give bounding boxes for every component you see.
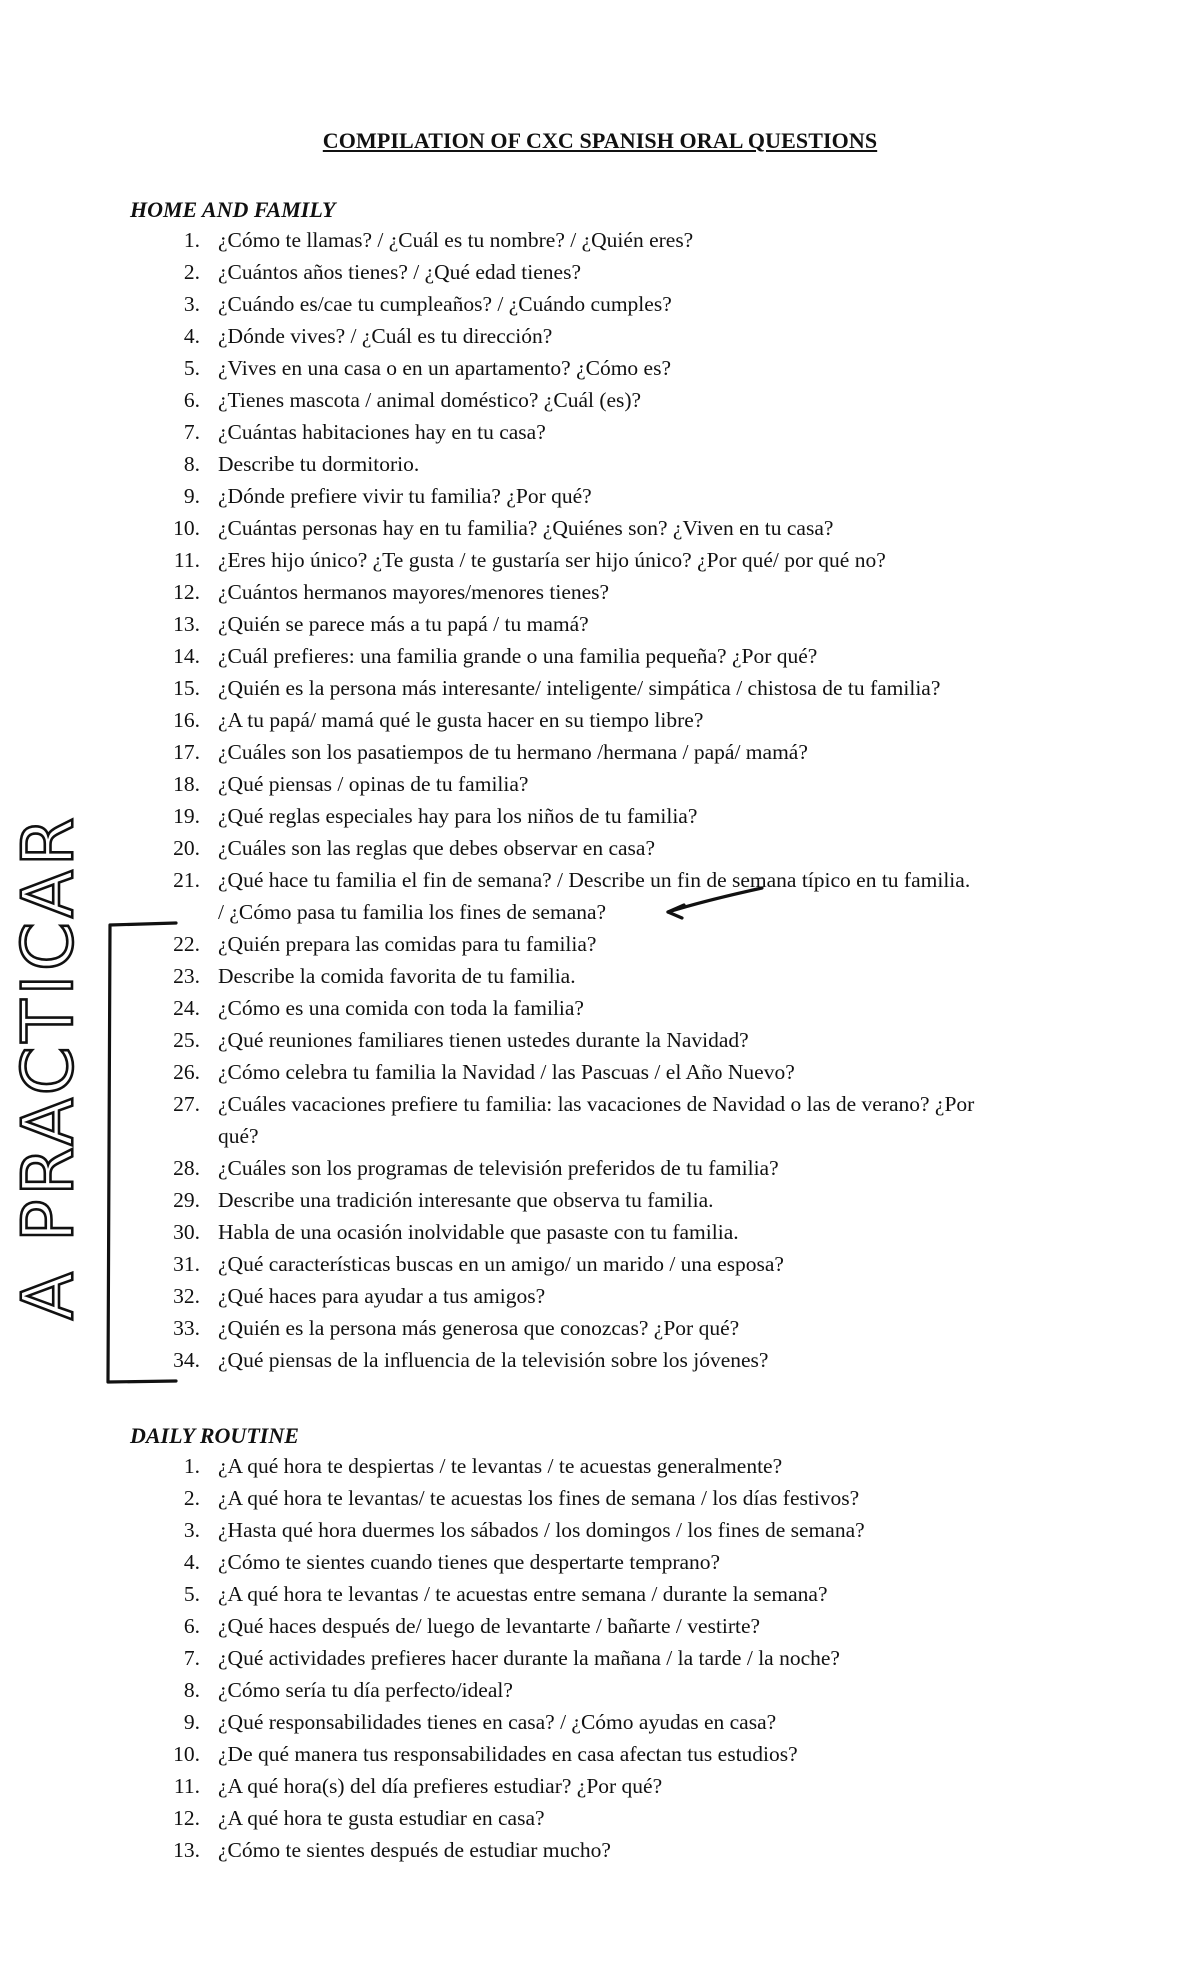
question-number: 31. (173, 1252, 200, 1276)
question-text: ¿Cuáles son los pasatiempos de tu hermano /hermana / papá/ mamá? (218, 740, 808, 764)
question-list-home-family (130, 224, 1090, 1376)
question-item (130, 384, 1090, 416)
question-text: qué? (218, 1124, 259, 1148)
question-item (130, 480, 1090, 512)
question-number: 7. (183, 420, 200, 444)
question-number: 9. (183, 484, 200, 508)
question-number: 3. (183, 1518, 200, 1542)
question-item (130, 736, 1090, 768)
question-item (130, 864, 1090, 896)
question-text: ¿Cuáles vacaciones prefiere tu familia: las vacaciones de Navidad o las de verano? ¿Por (218, 1092, 975, 1116)
question-item (130, 1514, 1090, 1546)
question-number: 12. (173, 580, 200, 604)
question-number: 13. (173, 1838, 200, 1862)
question-text: ¿Quién prepara las comidas para tu familia? (218, 932, 597, 956)
question-number: 8. (183, 1678, 200, 1702)
question-number (130, 896, 200, 928)
question-text: ¿Quién se parece más a tu papá / tu mamá? (218, 612, 589, 636)
question-item (130, 512, 1090, 544)
question-number: 16. (173, 708, 200, 732)
question-item (130, 1546, 1090, 1578)
question-text: ¿A qué hora te despiertas / te levantas / te acuestas generalmente? (218, 1454, 783, 1478)
question-item (130, 768, 1090, 800)
question-item (130, 672, 1090, 704)
question-text: ¿Cuántos años tienes? / ¿Qué edad tienes? (218, 260, 581, 284)
question-item (130, 1216, 1090, 1248)
question-text: Describe la comida favorita de tu familia. (218, 964, 576, 988)
question-text: ¿Vives en una casa o en un apartamento? ¿Cómo es? (218, 356, 672, 380)
question-text: ¿Qué hace tu familia el fin de semana? / Describe un fin de semana típico en tu familia. (218, 868, 971, 892)
question-item (130, 1344, 1090, 1376)
question-item (130, 960, 1090, 992)
question-text: ¿Qué actividades prefieres hacer durante la mañana / la tarde / la noche? (218, 1646, 840, 1670)
question-number: 10. (173, 1742, 200, 1766)
question-number: 7. (183, 1646, 200, 1670)
question-number: 9. (183, 1710, 200, 1734)
question-number: 6. (183, 388, 200, 412)
question-text: ¿Tienes mascota / animal doméstico? ¿Cuál (es)? (218, 388, 642, 412)
question-number: 3. (183, 292, 200, 316)
question-text: ¿Cómo te sientes cuando tienes que despertarte temprano? (218, 1550, 721, 1574)
question-text: ¿Cómo te sientes después de estudiar mucho? (218, 1838, 611, 1862)
question-item (130, 1280, 1090, 1312)
question-text: ¿Cuántas personas hay en tu familia? ¿Quiénes son? ¿Viven en tu casa? (218, 516, 834, 540)
question-item (130, 1184, 1090, 1216)
question-number: 1. (183, 228, 200, 252)
question-number: 18. (173, 772, 200, 796)
question-item (130, 928, 1090, 960)
question-text: ¿A qué hora te levantas / te acuestas entre semana / durante la semana? (218, 1582, 828, 1606)
question-number: 23. (173, 964, 200, 988)
question-text: ¿Quién es la persona más interesante/ inteligente/ simpática / chistosa de tu familia? (218, 676, 941, 700)
question-number: 6. (183, 1614, 200, 1638)
question-item (130, 576, 1090, 608)
question-item (130, 256, 1090, 288)
question-text: ¿A tu papá/ mamá qué le gusta hacer en su tiempo libre? (218, 708, 704, 732)
question-text: ¿Eres hijo único? ¿Te gusta / te gustaría ser hijo único? ¿Por qué/ por qué no? (218, 548, 886, 572)
question-item (130, 448, 1090, 480)
question-item (130, 1024, 1090, 1056)
question-text: ¿Cómo celebra tu familia la Navidad / las Pascuas / el Año Nuevo? (218, 1060, 795, 1084)
question-number: 24. (173, 996, 200, 1020)
question-item (130, 1312, 1090, 1344)
question-number: 30. (173, 1220, 200, 1244)
question-number: 26. (173, 1060, 200, 1084)
question-number: 13. (173, 612, 200, 636)
question-text: ¿Qué reglas especiales hay para los niños de tu familia? (218, 804, 698, 828)
section-heading-home-family: HOME AND FAMILY (130, 197, 336, 222)
question-number: 5. (183, 1582, 200, 1606)
question-item (130, 1802, 1090, 1834)
question-text: ¿Cómo te llamas? / ¿Cuál es tu nombre? / ¿Quién eres? (218, 228, 694, 252)
question-item (130, 224, 1090, 256)
page-title: COMPILATION OF CXC SPANISH ORAL QUESTIONS (322, 128, 878, 153)
question-number: 21. (173, 868, 200, 892)
question-text: ¿Qué responsabilidades tienes en casa? / ¿Cómo ayudas en casa? (218, 1710, 777, 1734)
question-item (130, 640, 1090, 672)
question-item (130, 544, 1090, 576)
question-item (130, 1674, 1090, 1706)
question-text: ¿Cómo es una comida con toda la familia? (218, 996, 584, 1020)
question-number: 11. (173, 1774, 200, 1798)
question-number: 4. (183, 1550, 200, 1574)
question-text: ¿Cuáles son los programas de televisión preferidos de tu familia? (218, 1156, 779, 1180)
question-number: 10. (173, 516, 200, 540)
question-item (130, 1642, 1090, 1674)
question-item (130, 1056, 1090, 1088)
question-item (130, 288, 1090, 320)
question-item (130, 320, 1090, 352)
question-text: ¿Dónde prefiere vivir tu familia? ¿Por qué? (218, 484, 592, 508)
question-number: 33. (173, 1316, 200, 1340)
question-item (130, 1770, 1090, 1802)
question-text: ¿Qué piensas / opinas de tu familia? (218, 772, 529, 796)
question-text: ¿Qué piensas de la influencia de la televisión sobre los jóvenes? (218, 1348, 769, 1372)
question-item (130, 1248, 1090, 1280)
question-text: Describe una tradición interesante que observa tu familia. (218, 1188, 714, 1212)
question-number: 25. (173, 1028, 200, 1052)
question-number: 12. (173, 1806, 200, 1830)
question-text: ¿Qué haces después de/ luego de levantarte / bañarte / vestirte? (218, 1614, 761, 1638)
handwritten-note-text: A PRACTICAR (7, 813, 89, 1320)
question-item (130, 1738, 1090, 1770)
question-text: ¿Cuántos hermanos mayores/menores tienes? (218, 580, 610, 604)
question-item (130, 1610, 1090, 1642)
question-number: 22. (173, 932, 200, 956)
question-text: ¿A qué hora te levantas/ te acuestas los fines de semana / los días festivos? (218, 1486, 860, 1510)
question-item (130, 1152, 1090, 1184)
question-number: 8. (183, 452, 200, 476)
question-text: ¿A qué hora(s) del día prefieres estudiar? ¿Por qué? (218, 1774, 663, 1798)
question-item (130, 1834, 1090, 1866)
question-number (130, 1120, 200, 1152)
question-text: ¿Cuándo es/cae tu cumpleaños? / ¿Cuándo cumples? (218, 292, 672, 316)
question-list-daily-routine (130, 1450, 1090, 1866)
question-item (130, 704, 1090, 736)
question-number: 4. (183, 324, 200, 348)
question-text: / ¿Cómo pasa tu familia los fines de semana? (218, 900, 607, 924)
question-number: 15. (173, 676, 200, 700)
question-text: ¿Cuántas habitaciones hay en tu casa? (218, 420, 546, 444)
question-number: 34. (173, 1348, 200, 1372)
question-text: ¿Quién es la persona más generosa que conozcas? ¿Por qué? (218, 1316, 740, 1340)
question-number: 29. (173, 1188, 200, 1212)
question-item (130, 1706, 1090, 1738)
question-item (130, 1482, 1090, 1514)
question-item (130, 608, 1090, 640)
question-text: ¿Dónde vives? / ¿Cuál es tu dirección? (218, 324, 553, 348)
question-item (130, 1578, 1090, 1610)
question-text: Habla de una ocasión inolvidable que pasaste con tu familia. (218, 1220, 739, 1244)
section-heading-daily-routine: DAILY ROUTINE (130, 1423, 299, 1448)
question-number: 27. (173, 1092, 200, 1116)
question-item-continuation (130, 896, 1090, 928)
question-item (130, 1088, 1090, 1120)
question-number: 17. (173, 740, 200, 764)
question-text: ¿Cuál prefieres: una familia grande o una familia pequeña? ¿Por qué? (218, 644, 818, 668)
question-item (130, 800, 1090, 832)
question-text: ¿A qué hora te gusta estudiar en casa? (218, 1806, 545, 1830)
question-text: ¿Cuáles son las reglas que debes observar en casa? (218, 836, 655, 860)
question-text: ¿Cómo sería tu día perfecto/ideal? (218, 1678, 513, 1702)
question-item-continuation (130, 1120, 1090, 1152)
question-text: ¿Qué haces para ayudar a tus amigos? (218, 1284, 546, 1308)
question-number: 14. (173, 644, 200, 668)
question-number: 1. (183, 1454, 200, 1478)
question-number: 19. (173, 804, 200, 828)
question-item (130, 992, 1090, 1024)
question-item (130, 832, 1090, 864)
question-text: ¿Qué reuniones familiares tienen ustedes durante la Navidad? (218, 1028, 749, 1052)
question-number: 2. (183, 1486, 200, 1510)
question-number: 20. (173, 836, 200, 860)
question-number: 5. (183, 356, 200, 380)
question-text: ¿Hasta qué hora duermes los sábados / los domingos / los fines de semana? (218, 1518, 865, 1542)
question-text: ¿Qué características buscas en un amigo/ un marido / una esposa? (218, 1252, 784, 1276)
question-item (130, 1450, 1090, 1482)
question-number: 28. (173, 1156, 200, 1180)
question-text: ¿De qué manera tus responsabilidades en casa afectan tus estudios? (218, 1742, 798, 1766)
question-number: 32. (173, 1284, 200, 1308)
question-item (130, 416, 1090, 448)
question-number: 2. (183, 260, 200, 284)
question-text: Describe tu dormitorio. (218, 452, 420, 476)
question-item (130, 352, 1090, 384)
question-number: 11. (173, 548, 200, 572)
